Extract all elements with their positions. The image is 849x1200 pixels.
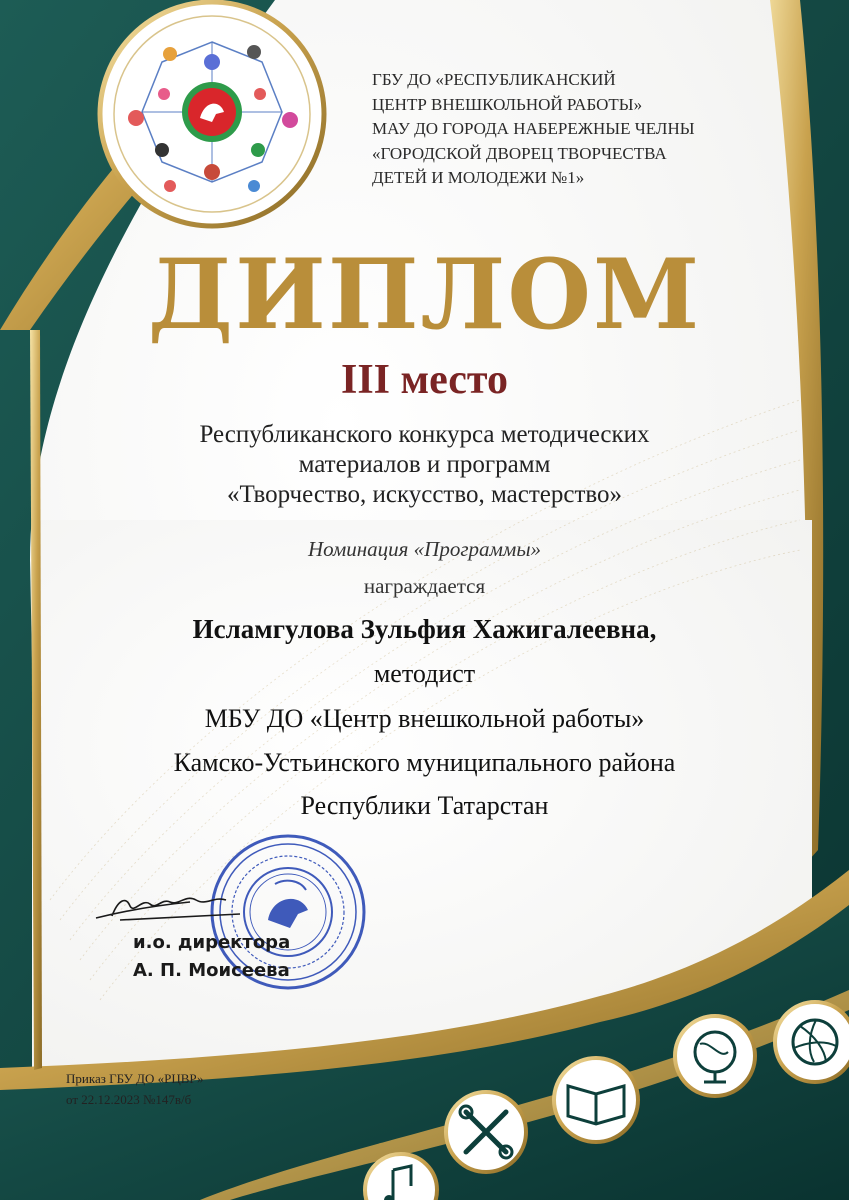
contest-line: материалов и программ: [298, 451, 551, 478]
organization-line: ЦЕНТР ВНЕШКОЛЬНОЙ РАБОТЫ»: [372, 94, 643, 114]
nomination-text: Номинация «Программы»: [307, 537, 542, 561]
contest-description: [80, 420, 769, 510]
contest-line: «Творчество, искусство, мастерство»: [226, 481, 623, 508]
place-heading: III место: [340, 357, 508, 403]
organization-line: МАУ ДО ГОРОДА НАБЕРЕЖНЫЕ ЧЕЛНЫ: [372, 119, 695, 138]
organization-header: [372, 68, 792, 191]
diploma-title: ДИПЛОМ: [147, 238, 702, 351]
organization-line: ДЕТЕЙ И МОЛОДЕЖИ №1»: [372, 168, 585, 187]
contest-line: Республиканского конкурса методических: [199, 421, 650, 448]
signatory-name: А. П. Моисеева: [133, 960, 290, 981]
recipient-position: методист: [373, 659, 476, 688]
signatory-role: и.о. директора: [133, 932, 291, 953]
recipient-org-line: Камско-Устьинского муниципального района: [173, 748, 676, 777]
recipient-org-line: Республики Татарстан: [300, 791, 549, 820]
organization-line: «ГОРОДСКОЙ ДВОРЕЦ ТВОРЧЕСТВА: [372, 143, 667, 163]
recipient-org-line: МБУ ДО «Центр внешкольной работы»: [204, 704, 645, 733]
recipient-name: Исламгулова Зульфия Хажигалеевна,: [192, 614, 657, 644]
organization-line: ГБУ ДО «РЕСПУБЛИКАНСКИЙ: [372, 70, 616, 89]
order-reference: [66, 1068, 203, 1110]
awarded-label: награждается: [363, 574, 486, 598]
order-line: Приказ ГБУ ДО «РЦВР»: [66, 1071, 204, 1086]
order-line: от 22.12.2023 №147в/б: [66, 1092, 192, 1107]
